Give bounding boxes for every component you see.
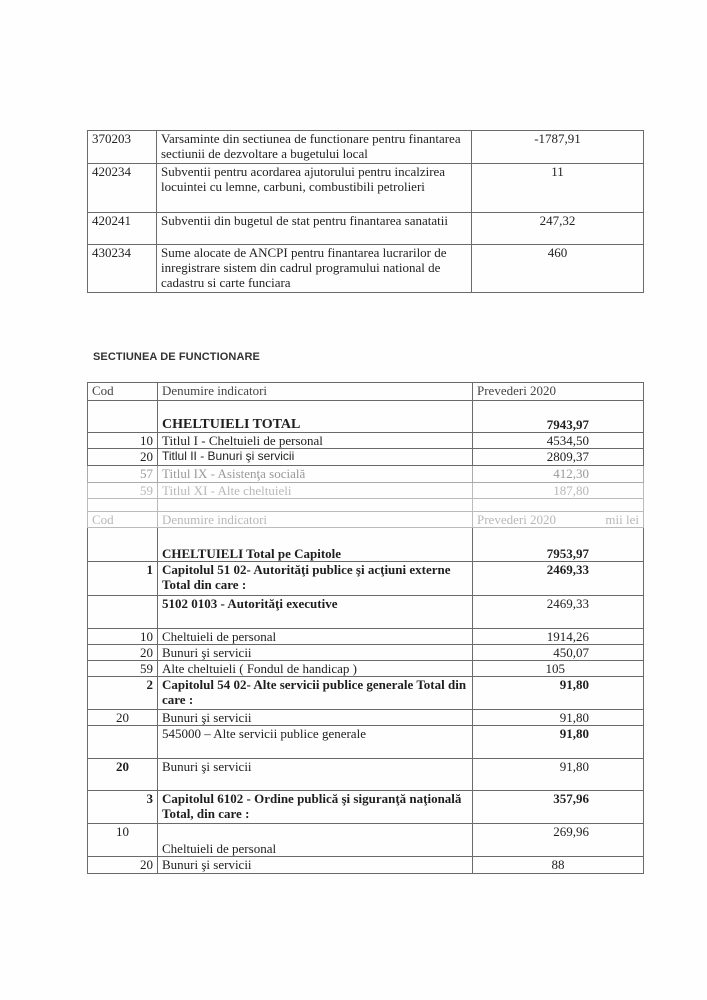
denumire-cell: Titlul XI - Alte cheltuieli — [158, 483, 473, 499]
denumire-cell: Titlul II - Bunuri şi servicii — [158, 449, 473, 466]
table-row — [88, 629, 644, 645]
cod-cell — [88, 726, 158, 759]
cod-cell — [88, 528, 158, 562]
subcapitol-row — [88, 726, 644, 759]
cod-cell: 10 — [88, 629, 158, 645]
total-capitole-row — [88, 528, 644, 562]
valoare-cell: 91,80 — [473, 726, 644, 759]
table-header-row — [88, 383, 644, 401]
cheltuieli-table — [87, 382, 644, 874]
denumire-cell: Varsaminte din sectiunea de functionare pentru finantarea sectiunii de dezvoltare a bugetului local — [157, 131, 472, 164]
valoare-cell: 412,30 — [473, 466, 644, 483]
table-row — [88, 245, 644, 293]
valoare-cell: 187,80 — [473, 483, 644, 499]
denumire-cell: CHELTUIELI Total pe Capitole — [158, 528, 473, 562]
total-row — [88, 401, 644, 433]
empty-row — [88, 499, 644, 512]
cod-cell: 20 — [88, 645, 158, 661]
denumire-cell: Titlul I - Cheltuieli de personal — [158, 433, 473, 449]
unit-label: mii lei — [605, 512, 639, 527]
table-row — [88, 164, 644, 213]
denumire-cell: Bunuri şi servicii — [158, 710, 473, 726]
cod-cell: 3 — [88, 791, 158, 824]
denumire-cell: Bunuri şi servicii — [158, 759, 473, 791]
cod-cell: 57 — [88, 466, 158, 483]
denumire-cell: Bunuri şi servicii — [158, 645, 473, 661]
cod-cell: 370203 — [88, 131, 157, 164]
table-row — [88, 824, 644, 857]
denumire-cell: Cheltuieli de personal — [158, 824, 473, 857]
denumire-cell: Capitolul 51 02- Autorităţi publice şi acţiuni externe Total din care : — [158, 562, 473, 596]
valoare-cell: 1914,26 — [473, 629, 644, 645]
table-row — [88, 449, 644, 466]
valoare-cell: 2809,37 — [473, 449, 644, 466]
denumire-cell: Titlul IX - Asistenţa socială — [158, 466, 473, 483]
header-denumire: Denumire indicatori — [158, 383, 473, 401]
table-row — [88, 645, 644, 661]
table-row — [88, 857, 644, 874]
denumire-cell: Capitolul 54 02- Alte servicii publice generale Total din care : — [158, 677, 473, 710]
valoare-cell: 4534,50 — [473, 433, 644, 449]
header-cod: Cod — [88, 512, 158, 528]
cod-cell — [88, 596, 158, 629]
capitol-row — [88, 791, 644, 824]
empty-cell — [158, 499, 473, 512]
denumire-cell: CHELTUIELI TOTAL — [158, 401, 473, 433]
cod-cell: 2 — [88, 677, 158, 710]
valoare-cell: 7943,97 — [473, 401, 644, 433]
empty-cell — [473, 499, 644, 512]
cod-cell: 59 — [88, 483, 158, 499]
valoare-cell: 105 — [473, 661, 644, 677]
cod-cell: 20 — [88, 710, 158, 726]
cod-cell — [88, 401, 158, 433]
denumire-cell: Subventii din bugetul de stat pentru finantarea sanatatii — [157, 213, 472, 245]
denumire-cell: Capitolul 6102 - Ordine publică şi siguranţă naţională Total, din care : — [158, 791, 473, 824]
table-row — [88, 759, 644, 791]
cod-cell: 420234 — [88, 164, 157, 213]
valoare-cell: 460 — [472, 245, 644, 293]
table-row — [88, 433, 644, 449]
denumire-cell: Cheltuieli de personal — [158, 629, 473, 645]
denumire-cell: 545000 – Alte servicii publice generale — [158, 726, 473, 759]
table-row — [88, 131, 644, 164]
capitol-row — [88, 677, 644, 710]
denumire-cell: Subventii pentru acordarea ajutorului pentru incalzirea locuintei cu lemne, carbuni, combustibili petrolieri — [157, 164, 472, 213]
capitol-row — [88, 562, 644, 596]
denumire-cell: Alte cheltuieli ( Fondul de handicap ) — [158, 661, 473, 677]
valoare-cell: 88 — [473, 857, 644, 874]
denumire-cell: 5102 0103 - Autorităţi executive — [158, 596, 473, 629]
valoare-cell: 2469,33 — [473, 596, 644, 629]
header-cod: Cod — [88, 383, 158, 401]
cod-cell: 10 — [88, 433, 158, 449]
header-denumire: Denumire indicatori — [158, 512, 473, 528]
venituri-table — [87, 130, 644, 293]
valoare-cell: 357,96 — [473, 791, 644, 824]
valoare-cell: -1787,91 — [472, 131, 644, 164]
subcapitol-row — [88, 596, 644, 629]
valoare-cell: 7953,97 — [473, 528, 644, 562]
cod-cell: 430234 — [88, 245, 157, 293]
cod-cell: 59 — [88, 661, 158, 677]
valoare-cell: 269,96 — [473, 824, 644, 857]
table-row — [88, 710, 644, 726]
valoare-cell: 247,32 — [472, 213, 644, 245]
cod-cell: 1 — [88, 562, 158, 596]
valoare-cell: 450,07 — [473, 645, 644, 661]
valoare-cell: 2469,33 — [473, 562, 644, 596]
table-row — [88, 483, 644, 499]
table-row — [88, 661, 644, 677]
cod-cell: 420241 — [88, 213, 157, 245]
cod-cell: 10 — [88, 824, 158, 857]
cod-cell: 20 — [88, 449, 158, 466]
valoare-cell: 91,80 — [473, 759, 644, 791]
table-row — [88, 466, 644, 483]
table-row — [88, 213, 644, 245]
valoare-cell: 91,80 — [473, 710, 644, 726]
section-title: SECTIUNEA DE FUNCTIONARE — [93, 351, 260, 363]
valoare-cell: 91,80 — [473, 677, 644, 710]
cod-cell: 20 — [88, 759, 158, 791]
cod-cell: 20 — [88, 857, 158, 874]
valoare-cell: 11 — [472, 164, 644, 213]
table-header-row — [88, 512, 644, 528]
header-prevederi — [473, 512, 644, 528]
header-prevederi: Prevederi 2020 — [473, 383, 644, 401]
empty-cell — [88, 499, 158, 512]
prevederi-label: Prevederi 2020 — [477, 512, 557, 527]
denumire-cell: Sume alocate de ANCPI pentru finantarea lucrarilor de inregistrare sistem din cadrul programului national de cadastru si carte funciara — [157, 245, 472, 293]
denumire-cell: Bunuri şi servicii — [158, 857, 473, 874]
